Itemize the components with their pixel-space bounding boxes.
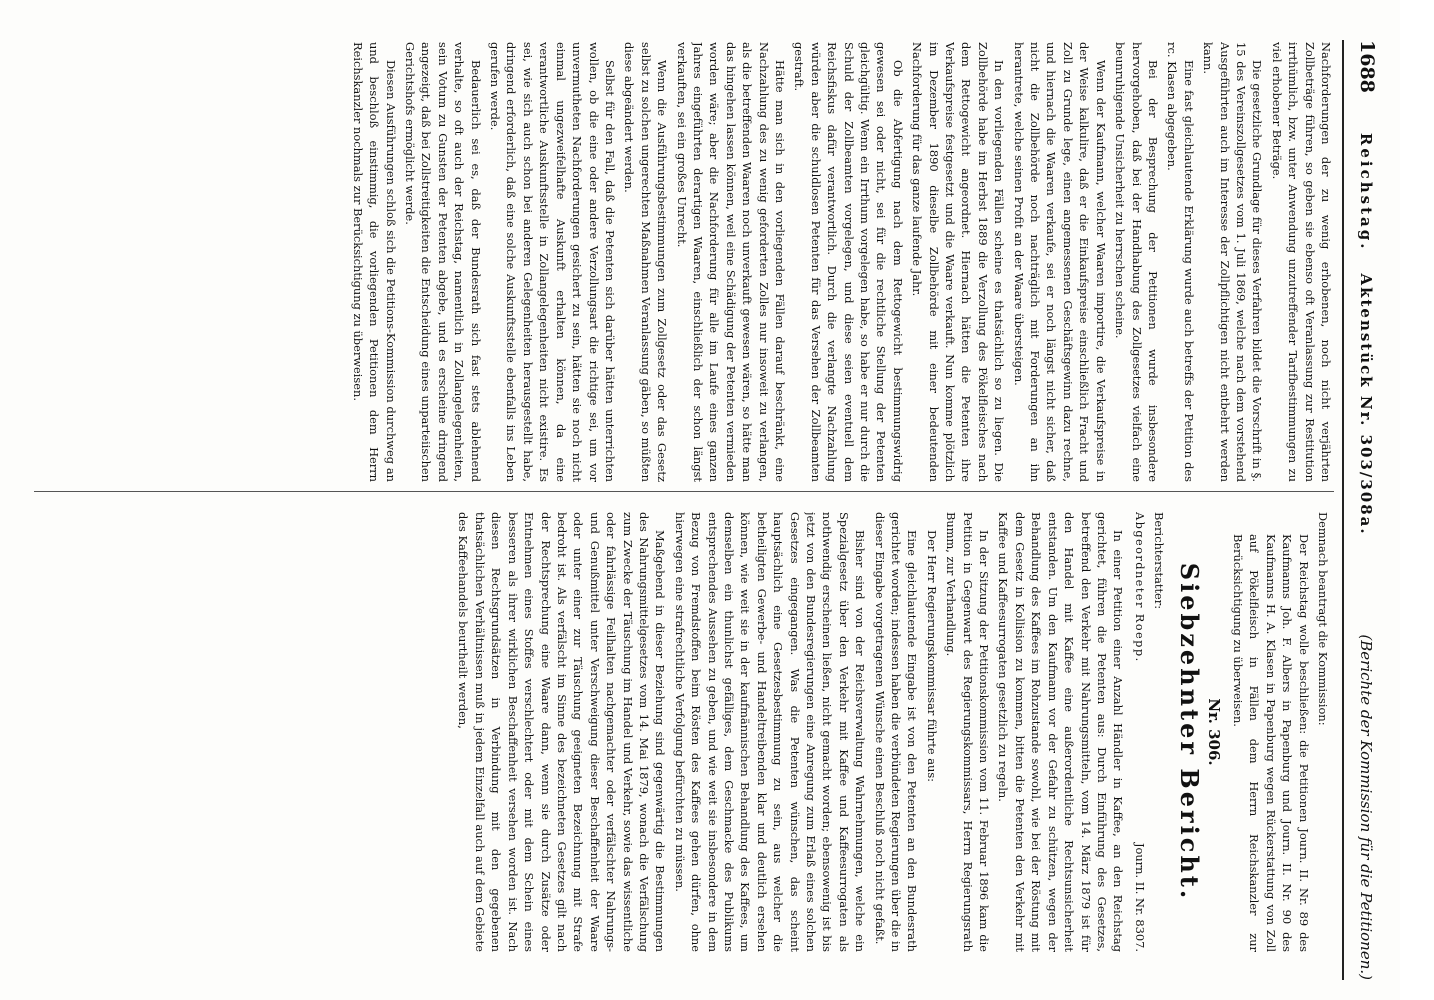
rapporteur-name: Abgeordneter Roepp. xyxy=(1132,512,1147,663)
resolution-text: Der Reichstag wolle beschließen: die Petitionen Journ. II. Nr. 89 des Kaufmanns Joh. F. Albers in Papenburg und Journ. II. Nr. 90 des Kaufmanns H. A. Klasen in Papenburg wegen Rückerstattung von Zoll auf Pökelfleisch in Fällen dem Herrn Reichskanzler zur Berücksichtigung zu überweisen. xyxy=(1230,534,1311,952)
paragraph: Bisher sind von der Reichsverwaltung Wahrnehmungen, welche ein Spezialgesetz über den Verkehr mit Kaffee und Kaffeesurrogaten als nothwendig erscheinen ließen, nicht gemacht worden; ebensowenig ist bis jetzt von den Bundesregierungen eine Anregung zum Erlaß eines solchen Gesetzes eingegangen. Was die Petenten wünschen, das scheint hauptsächlich eine Gesetzesbestimmung zu sein, aus welcher die betheiligten Gewerbe- und Handeltreibenden klar und deutlich ersehen können, wie weit sie in der kaufmännischen Behandlung des Kaffees, um demselben ein thunlichst gefälliges, dem Geschmacke des Publikums entsprechendes Aussehen zu geben, und wie weit sie insbesondere in dem Bezug von Fremdstoffen beim Rösten des Kaffees gehen dürfen, ohne hierwegen eine strafrechtliche Verfolgung befürchten zu müssen. xyxy=(672,512,868,952)
paragraph: Maßgebend in dieser Beziehung sind gegenwärtig die Bestimmungen des Nahrungsmittelgesetzes vom 14. Mai 1879, wonach die Verfälschung zum Zwecke der Täuschung im Handel und Verkehr, sowie das wissentliche oder fahrlässige Feilhalten nachgemachter oder verfälschter Nahrungs- und Genußmittel unter Verschweigung dieser Beschaffenheit der Waare oder unter einer zur Täuschung geeigneten Bezeichnung mit Strafe bedroht ist. Als verfälscht im Sinne des bezeichneten Gesetzes gilt nach der Rechtsprechung eine Waare dann, wenn sie durch Zusätze oder Entnehmen eines Stoffes verschlechtert oder mit dem Schein eines besseren als ihrer wirklichen Beschaffenheit versehen worden ist. Nach diesen Rechtsgrundsätzen in Verbindung mit den gegebenen thatsächlichen Verhältnissen muß in jedem Einzelfall auch auf dem Gebiete des Kaffeehandels beurtheilt werden, xyxy=(456,512,668,952)
paragraph: Eine gleichlautende Eingabe ist von den Petenten an den Bundesrath gerichtet worden; indessen haben die verbündeten Regierungen über die in dieser Eingabe vorgetragenen Wünsche einen Beschluß noch nicht gefaßt. xyxy=(872,512,920,952)
resolution-intro: Demnach beantragt die Kommission: xyxy=(1316,512,1330,726)
running-head xyxy=(1342,40,1378,980)
paragraph: Bedauerlich sei es, daß der Bundesrath sich fast stets ablehnend verhalte, so oft auch der Reichstag, namentlich in Zollangelegenheiten, sein Votum zu Gunsten der Petenten abgebe, und es erscheine dringend angezeigt, daß bei Zollstreitigkeiten die Entscheidung eines unparteiischen Gerichtshofs ermöglicht werde. xyxy=(403,42,483,482)
head-title: Reichstag. xyxy=(1357,132,1375,252)
paragraph: In den vorliegenden Fällen scheine es thatsächlich so zu liegen. Die Zollbehörde habe im Herbst 1889 die Verzollung des Pökelfleisches nach dem Rettogewicht angeordnet. Hiernach hätten die Petenten ihre Verkaufspreise festgesetzt und die Waare verkauft. Nun komme plötzlich im Dezember 1890 dieselbe Zollbehörde mit einer bedeutenden Nachforderung für das ganze laufende Jahr. xyxy=(910,42,1007,482)
paragraph: Eine fast gleichlautende Erklärung wurde auch betreffs der Petition des rc. Klasen abgegeben. xyxy=(1165,42,1196,482)
paragraph: Die gesetzliche Grundlage für dieses Verfahren bildet die Vorschrift in §. 15 des Vereinszollgesetzes vom 1. Juli 1869, welche nach dem vorstehend Ausgeführten auch im Interesse der Zollpflichtigen nicht entbehrt werden kann. xyxy=(1201,42,1265,482)
right-column xyxy=(14,512,1334,952)
column-divider xyxy=(34,491,1334,492)
report-title: Siebzehnter Bericht. xyxy=(1175,562,1205,902)
paragraph: In einer Petition einer Anzahl Händler in Kaffee, an den Reichstag gerichtet, führen die Petenten aus: Durch Einführung des Gesetzes, betreffend den Verkehr mit Nahrungsmitteln, vom 14. März 1879 ist für den Handel mit Kaffee eine außerordentliche Rechtsunsicherheit entstanden. Um den Kaufmann vor der Gefahr zu schützen, wegen der Behandlung des Kaffees im Rohzustande sowohl, wie bei der Röstung mit dem Gesetz in Kollision zu kommen, bitten die Petenten den Verkehr mit Kaffee und Kaffeesurrogaten gesetzlich zu regeln. xyxy=(996,512,1126,952)
paragraph: Ob die Abfertigung nach dem Rettogewicht bestimmungswidrig gewesen sei oder nicht, sei für die rechtliche Stellung der Petenten gleichgültig. Wenn ein Irrthum vorgelegen habe, so habe er nur durch die Schuld der Zollbeamten vorgelegen, und diese seien eventuell dem Reichsfiskus dafür verantwortlich. Durch die verlangte Nachzahlung würden aber die schuldlosen Petenten für das Versehen der Zollbeamten gestraft. xyxy=(792,42,905,482)
rapporteur-label: Berichterstatter: xyxy=(1152,512,1167,610)
paragraph: Selbst für den Fall, daß die Petenten sich darüber hätten unterrichten wollen, ob die eine oder andere Verzollungsart die richtige sei, um vor unvermutheten Nachforderungen gesichert zu sein, hätten sie noch nicht einmal ungezweifelhafte Auskunft erhalten können, da eine verantwortliche Auskunftsstelle in Zollangelegenheiten nicht existire. Es sei, wie sich auch schon bei anderen Gelegenheiten herausgestellt habe, dringend erforderlich, daß eine solche Auskunftsstelle ebenfalls ins Leben gerufen werde. xyxy=(488,42,617,482)
report-number: Nr. 306. xyxy=(1204,698,1223,766)
paragraph: Nachforderungen der zu wenig erhobenen, noch nicht verjährten Zollbeträge führen, so geben sie ebenso oft Veranlassung zur Restitution irrthümlich, bzw. unter Anwendung unzutreffender Tarifbestimmungen zu viel erhobener Beträge. xyxy=(1269,42,1333,482)
paragraph: Diesen Ausführungen schloß sich die Petitions-Kommission durchweg an und beschloß einstimmig, die vorliegenden Petitionen dem Herrn Reichskanzler nochmals zur Berücksichtigung zu überweisen. xyxy=(350,42,398,482)
rapporteur-row xyxy=(1131,512,1147,952)
paragraph: Der Herr Regierungskommissar führte aus: xyxy=(924,530,939,783)
left-column xyxy=(14,42,1334,482)
paragraph: In der Sitzung der Petitionskommission vom 11. Februar 1896 kam die Petition in Gegenwart des Regierungskommissars, Herrn Regierungsrath Bumm, zur Verhandlung. xyxy=(944,512,992,952)
paragraph: Hätte man sich in den vorliegenden Fällen darauf beschränkt, eine Nachzahlung des zu wenig geforderten Zolles nur insoweit zu verlangen, als die betreffenden Waaren noch unverkauft gewesen wären, so hätte man das hingehen lassen können, weil eine Schädigung der Petenten vermieden worden wäre; aber die Nachforderung für alle im Laufe eines ganzen Jahres eingeführten derartigen Waaren, einschließlich der schon längst verkauften, sei ein großes Unrecht. xyxy=(674,42,787,482)
paragraph: Bei der Besprechung der Petitionen wurde insbesondere hervorgehoben, daß bei der Handhabung des Zollgesetzes vielfach eine beunruhigende Unsicherheit zu herrschen scheine. xyxy=(1113,42,1160,482)
paragraph: Wenn der Kaufmann, welcher Waaren importire, die Verkaufspreise in der Weise kalkulire, daß er die Einkaufspreise einschließlich Fracht und Zoll zu Grunde lege, einen angemessenen Geschäftsgewinn dazu rechne, und hiernach die Waaren verkaufe, sei er noch längst nicht sicher, daß nicht die Zollbehörde noch nachträglich mit Forderungen an ihn herantrete, welche seinen Profit an der Waare übersteigen. xyxy=(1011,42,1108,482)
page-number: 1688 xyxy=(1356,40,1378,93)
resolution-block xyxy=(1230,512,1331,952)
journal-reference: Journ. II. Nr. 8307. xyxy=(1132,842,1147,952)
head-section: (Berichte der Kommission für die Petitionen.) xyxy=(1357,634,1375,980)
paragraph: Wenn die Ausführungsbestimmungen zum Zollgesetz oder das Gesetz selbst zu solchen ungerechten Maßnahmen Veranlassung gäben, so müßten diese abgeändert werden. xyxy=(622,42,670,482)
head-document-number: Aktenstück Nr. 303/308a. xyxy=(1357,273,1375,536)
